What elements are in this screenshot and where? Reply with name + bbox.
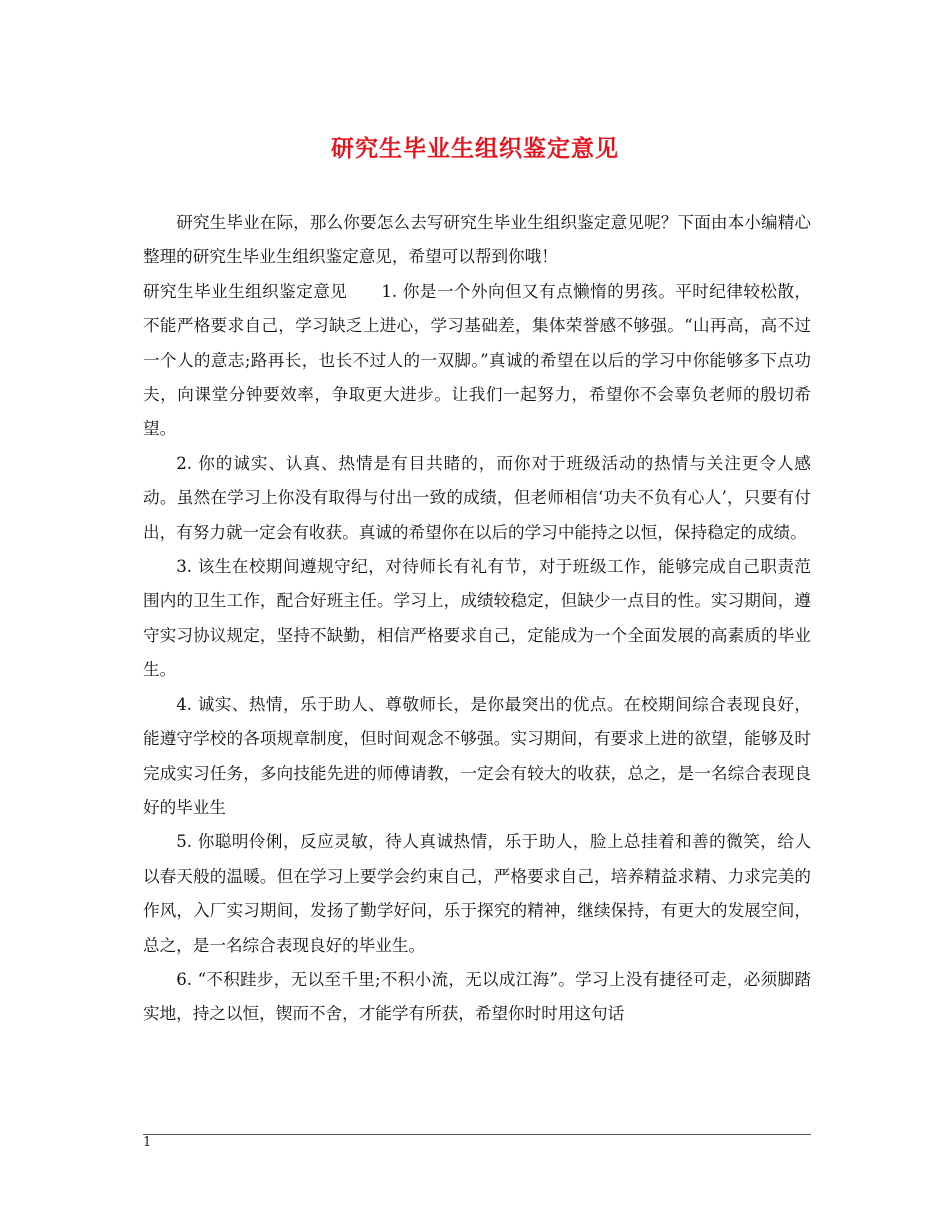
paragraph-item-5: 5. 你聪明伶俐，反应灵敏，待人真诚热情，乐于助人，脸上总挂着和善的微笑，给人以春天般的温暖。但在学习上要学会约束自己，严格要求自己，培养精益求精、力求完美的作风，入厂实习期间，发扬了勤学好问，乐于探究的精神，继续保持，有更大的发展空间，总之，是一名综合表现良好的毕业生。 — [143, 832, 811, 955]
intro-paragraph: 研究生毕业在际，那么你要怎么去写研究生毕业生组织鉴定意见呢？下面由本小编精心整理的研究生毕业生组织鉴定意见，希望可以帮到你哦！ — [143, 213, 811, 267]
document-title: 研究生毕业生组织鉴定意见 — [331, 135, 619, 162]
footer-rule — [143, 1134, 811, 1135]
page-number: 1 — [143, 1135, 152, 1150]
document-body — [143, 206, 811, 1032]
paragraph-item-4: 4. 诚实、热情，乐于助人、尊敬师长，是你最突出的优点。在校期间综合表现良好，能遵守学校的各项规章制度，但时间观念不够强。实习期间，有要求上进的欲望，能够及时完成实习任务，多向技能先进的师傅请教，一定会有较大的收获，总之，是一名综合表现良好的毕业生 — [143, 694, 811, 817]
paragraph-item-3: 3. 该生在校期间遵规守纪，对待师长有礼有节，对于班级工作，能够完成自己职责范围内的卫生工作，配合好班主任。学习上，成绩较稳定，但缺少一点目的性。实习期间，遵守实习协议规定，坚持不缺勤，相信严格要求自己，定能成为一个全面发展的高素质的毕业生。 — [143, 557, 811, 680]
paragraph-item-6: 6. “不积跬步，无以至千里;不积小流，无以成江海”。学习上没有捷径可走，必须脚踏实地，持之以恒，锲而不舍，才能学有所获，希望你时时用这句话 — [143, 969, 811, 1024]
paragraph-item-2: 2. 你的诚实、认真、热情是有目共睹的，而你对于班级活动的热情与关注更令人感动。虽然在学习上你没有取得与付出一致的成绩，但老师相信‘功夫不负有心人’，只要有付出，有努力就一定会有收获。真诚的希望你在以后的学习中能持之以恒，保持稳定的成绩。 — [143, 453, 811, 542]
paragraph-item-1: 研究生毕业生组织鉴定意见 1. 你是一个外向但又有点懒惰的男孩。平时纪律较松散，不能严格要求自己，学习缺乏上进心，学习基础差，集体荣誉感不够强。“山再高，高不过一个人的意志;路再长，也长不过人的一双脚。”真诚的希望在以后的学习中你能够多下点功夫，向课堂分钟要效率，争取更大进步。让我们一起努力，希望你不会辜负老师的殷切希望。 — [143, 281, 811, 439]
